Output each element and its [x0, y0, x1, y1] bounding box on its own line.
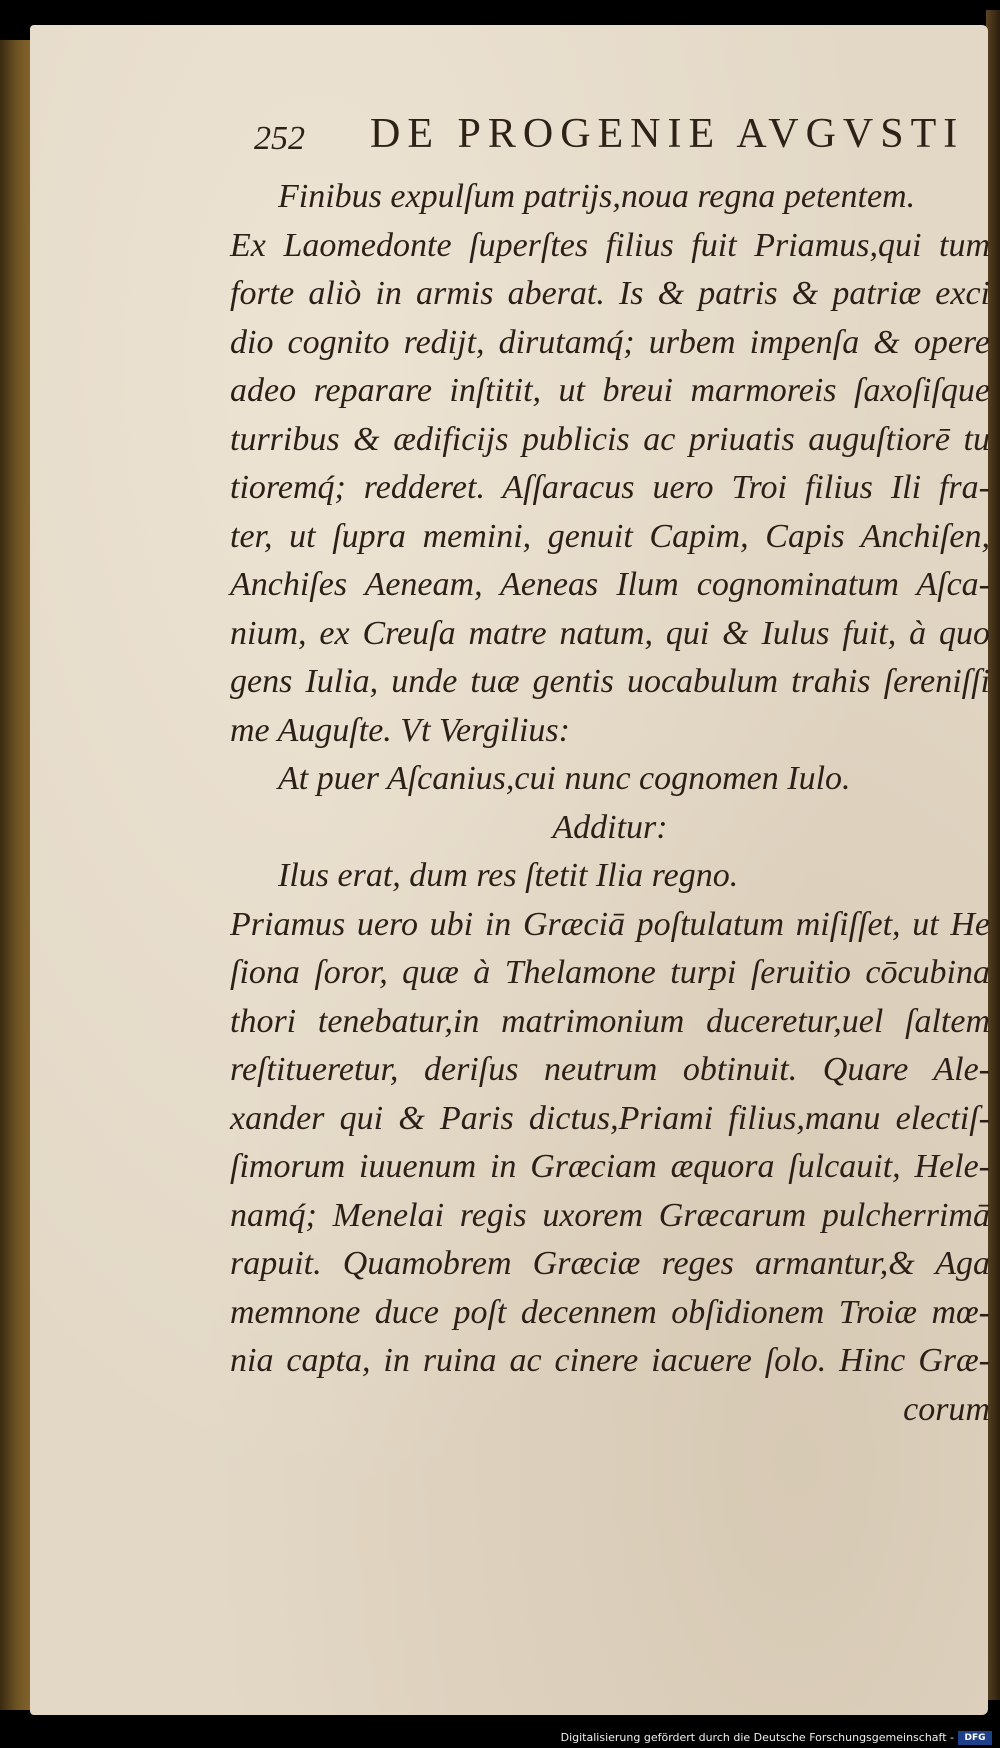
text-line: xander qui & Paris dictus,Priami filius,manu electiſ-	[230, 1099, 990, 1137]
text-line: memnone duce poſt decennem obſidionem Troiæ mœ-	[230, 1293, 990, 1331]
text-line: forte aliò in armis aberat. Is & patris & patriæ exci	[230, 275, 990, 312]
text-line: reſtitueretur, deriſus neutrum obtinuit. Quare Ale-	[230, 1051, 990, 1088]
text-line: Ex Laomedonte ſuperſtes filius fuit Priamus,qui tum	[230, 226, 990, 264]
text-line: At puer Aſcanius,cui nunc cognomen Iulo.	[278, 760, 851, 797]
text-line: namq́; Menelai regis uxorem Græcarum pulcherrimā	[230, 1196, 990, 1234]
text-line: tioremq́; redderet. Aſſaracus uero Troi filius Ili fra-	[230, 469, 990, 506]
text-line: nium, ex Creuſa matre natum, qui & Iulus fuit, à quo	[230, 614, 990, 652]
text-line: Finibus expulſum patrijs,noua regna petentem.	[278, 178, 916, 215]
text-line: thori tenebatur,in matrimonium duceretur,uel ſaltem	[230, 1002, 990, 1040]
text-line: Ilus erat, dum res ſtetit Ilia regno.	[278, 857, 739, 894]
text-line: ter, ut ſupra memini, genuit Capim, Capis Anchiſen,	[230, 517, 990, 555]
text-line: Anchiſes Aeneam, Aeneas Ilum cognominatum Aſca-	[230, 566, 990, 603]
book-page	[30, 25, 988, 1715]
running-head-title: DE PROGENIE AVGVSTI	[370, 111, 965, 157]
text-line: dio cognito redijt, dirutamq́; urbem impenſa & opere	[230, 323, 990, 361]
text-line: turribus & ædificijs publicis ac priuatis auguſtiorē tu	[230, 420, 990, 458]
text-line: corum	[903, 1390, 990, 1428]
digitization-credit: Digitalisierung gefördert durch die Deutsche Forschungsgemeinschaft -	[560, 1731, 954, 1744]
text-line: me Auguſte. Vt Vergilius:	[230, 711, 570, 749]
text-line: ſimorum iuuenum in Græciam æquora ſulcauit, Hele-	[230, 1148, 990, 1185]
dfg-logo: DFG	[958, 1731, 992, 1745]
text-line: ſiona ſoror, quæ à Thelamone turpi ſeruitio cōcubina	[230, 954, 990, 991]
text-line: adeo reparare inſtitit, ut breui marmoreis ſaxoſiſque	[230, 372, 990, 409]
text-line: rapuit. Quamobrem Græciæ reges armantur,& Aga	[230, 1245, 990, 1282]
text-line: gens Iulia, unde tuæ gentis uocabulum trahis ſereniſſi	[230, 663, 990, 700]
body-text	[230, 173, 990, 1434]
text-line: Additur:	[552, 808, 668, 846]
page-number: 252	[254, 120, 305, 157]
text-line: nia capta, in ruina ac cinere iacuere ſolo. Hinc Græ-	[230, 1342, 990, 1379]
text-line: Priamus uero ubi in Græciā poſtulatum miſiſſet, ut He	[230, 905, 990, 943]
